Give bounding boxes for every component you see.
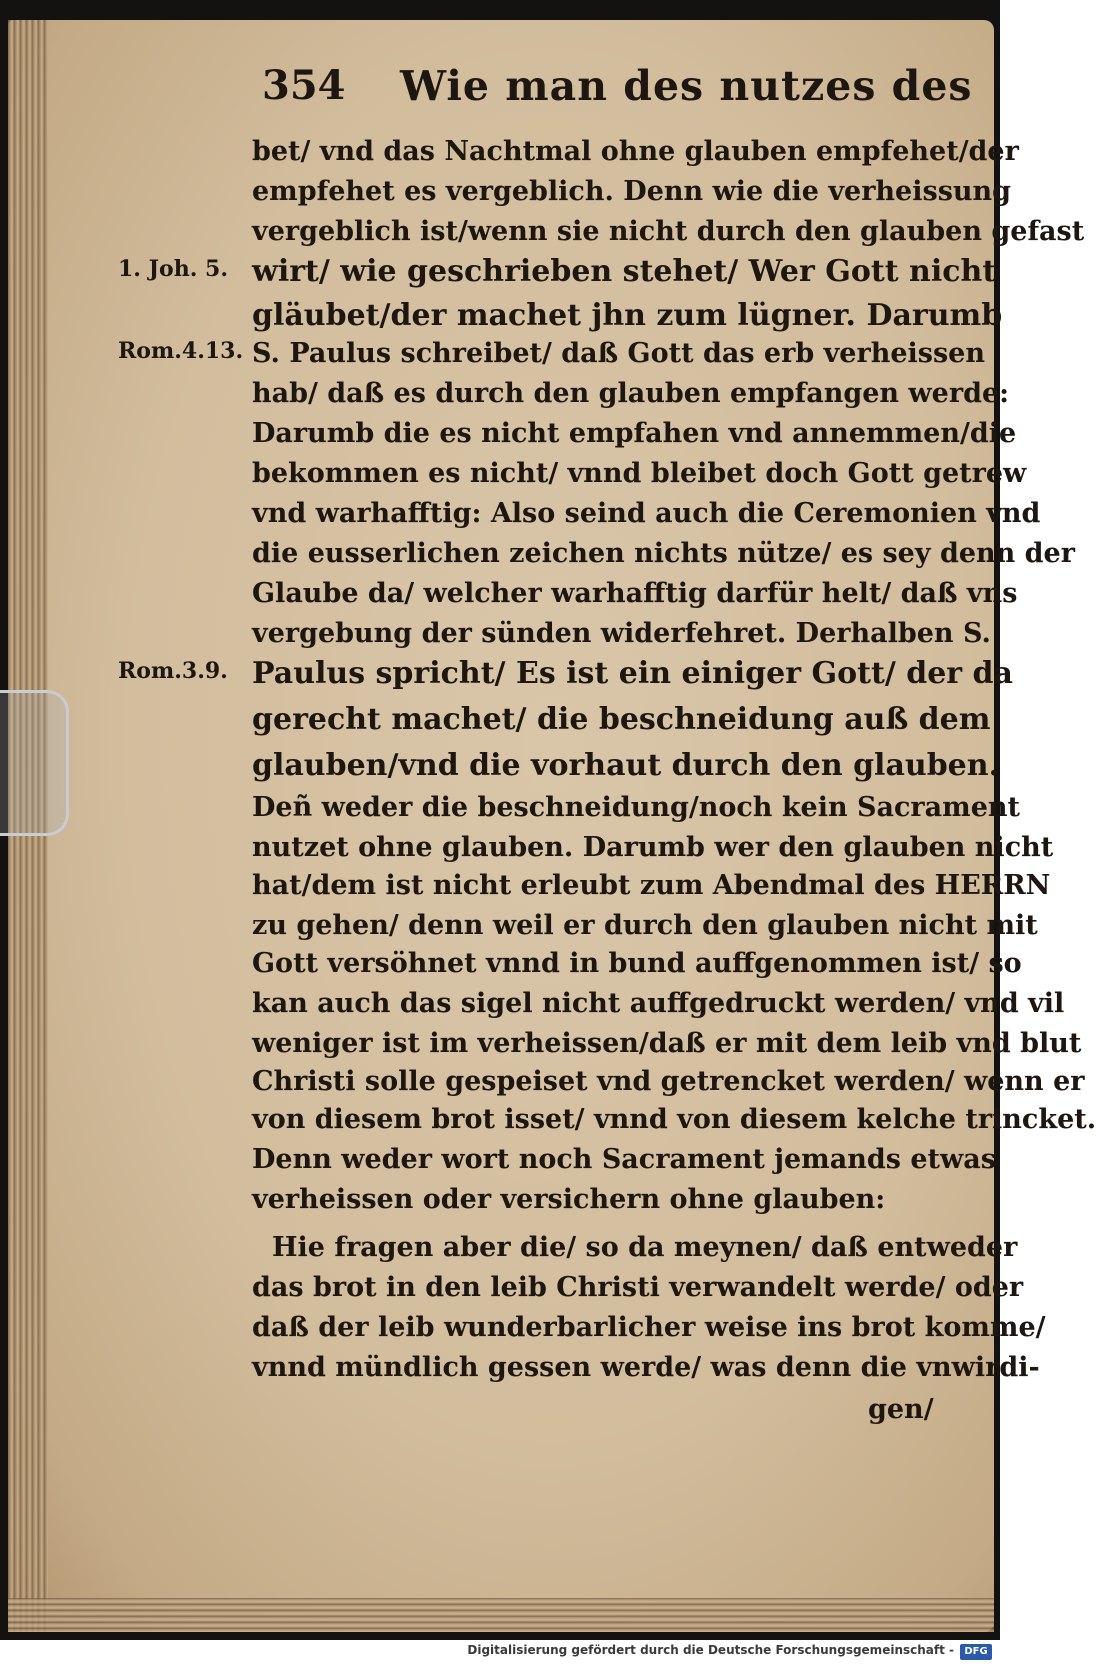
text-line: wirt/ wie geschrieben stehet/ Wer Gott nicht bbox=[252, 254, 997, 289]
text-line: das brot in den leib Christi verwandelt werde/ oder bbox=[252, 1272, 1024, 1303]
text-line: Deñ weder die beschneidung/noch kein Sacrament bbox=[252, 792, 1020, 823]
text-line: von diesem brot isset/ vnnd von diesem kelche trincket. bbox=[252, 1104, 1096, 1135]
text-line: hat/dem ist nicht erleubt zum Abendmal des HERRN bbox=[252, 870, 1051, 901]
text-line: gerecht machet/ die beschneidung auß dem bbox=[252, 702, 991, 737]
margin-note: Rom.4.13. bbox=[118, 338, 244, 364]
text-line: weniger ist im verheissen/daß er mit dem leib vnd blut bbox=[252, 1028, 1082, 1059]
page-clip bbox=[0, 690, 69, 836]
footer-bar bbox=[0, 1640, 1000, 1664]
catchword: gen/ bbox=[868, 1394, 934, 1425]
running-title: Wie man des nutzes des bbox=[400, 62, 973, 110]
margin-note: 1. Joh. 5. bbox=[118, 256, 228, 282]
bottom-page-edges bbox=[8, 1598, 994, 1632]
text-line: empfehet es vergeblich. Denn wie die verheissung bbox=[252, 176, 1012, 207]
text-line: zu gehen/ denn weil er durch den glauben nicht mit bbox=[252, 910, 1038, 941]
text-line: vergeblich ist/wenn sie nicht durch den glauben gefast bbox=[252, 216, 1085, 247]
text-line: die eusserlichen zeichen nichts nütze/ es sey denn der bbox=[252, 538, 1075, 569]
dfg-logo: DFG bbox=[960, 1644, 992, 1660]
text-line: Glaube da/ welcher warhafftig darfür helt/ daß vns bbox=[252, 578, 1018, 609]
text-line: Gott versöhnet vnnd in bund auffgenommen ist/ so bbox=[252, 948, 1022, 979]
text-line: Darumb die es nicht empfahen vnd annemmen/die bbox=[252, 418, 1017, 449]
text-line: Christi solle gespeiset vnd getrencket werden/ wenn er bbox=[252, 1066, 1085, 1097]
text-line: Hie fragen aber die/ so da meynen/ daß entweder bbox=[272, 1232, 1018, 1263]
text-line: verheissen oder versichern ohne glauben: bbox=[252, 1184, 886, 1215]
text-line: glauben/vnd die vorhaut durch den glauben. bbox=[252, 748, 1000, 783]
text-line: Denn weder wort noch Sacrament jemands etwas bbox=[252, 1144, 996, 1175]
text-line: vergebung der sünden widerfehret. Derhalben S. bbox=[252, 618, 991, 649]
margin-note: Rom.3.9. bbox=[118, 658, 228, 684]
text-line: Paulus spricht/ Es ist ein einiger Gott/ der da bbox=[252, 656, 1013, 691]
page-number: 354 bbox=[262, 62, 346, 109]
text-line: bet/ vnd das Nachtmal ohne glauben empfehet/der bbox=[252, 136, 1019, 167]
text-line: kan auch das sigel nicht auffgedruckt werden/ vnd vil bbox=[252, 988, 1065, 1019]
text-line: gläubet/der machet jhn zum lügner. Darumb bbox=[252, 298, 1003, 333]
text-line: vnd warhafftig: Also seind auch die Ceremonien vnd bbox=[252, 498, 1041, 529]
text-line: hab/ daß es durch den glauben empfangen werde: bbox=[252, 378, 1010, 409]
text-line: vnnd mündlich gessen werde/ was denn die vnwirdi- bbox=[252, 1352, 1040, 1383]
text-line: nutzet ohne glauben. Darumb wer den glauben nicht bbox=[252, 832, 1054, 863]
text-line: S. Paulus schreibet/ daß Gott das erb verheissen bbox=[252, 338, 985, 369]
funding-credit: Digitalisierung gefördert durch die Deutsche Forschungsgemeinschaft - bbox=[467, 1643, 954, 1657]
text-line: daß der leib wunderbarlicher weise ins brot komme/ bbox=[252, 1312, 1046, 1343]
text-line: bekommen es nicht/ vnnd bleibet doch Gott getrew bbox=[252, 458, 1027, 489]
